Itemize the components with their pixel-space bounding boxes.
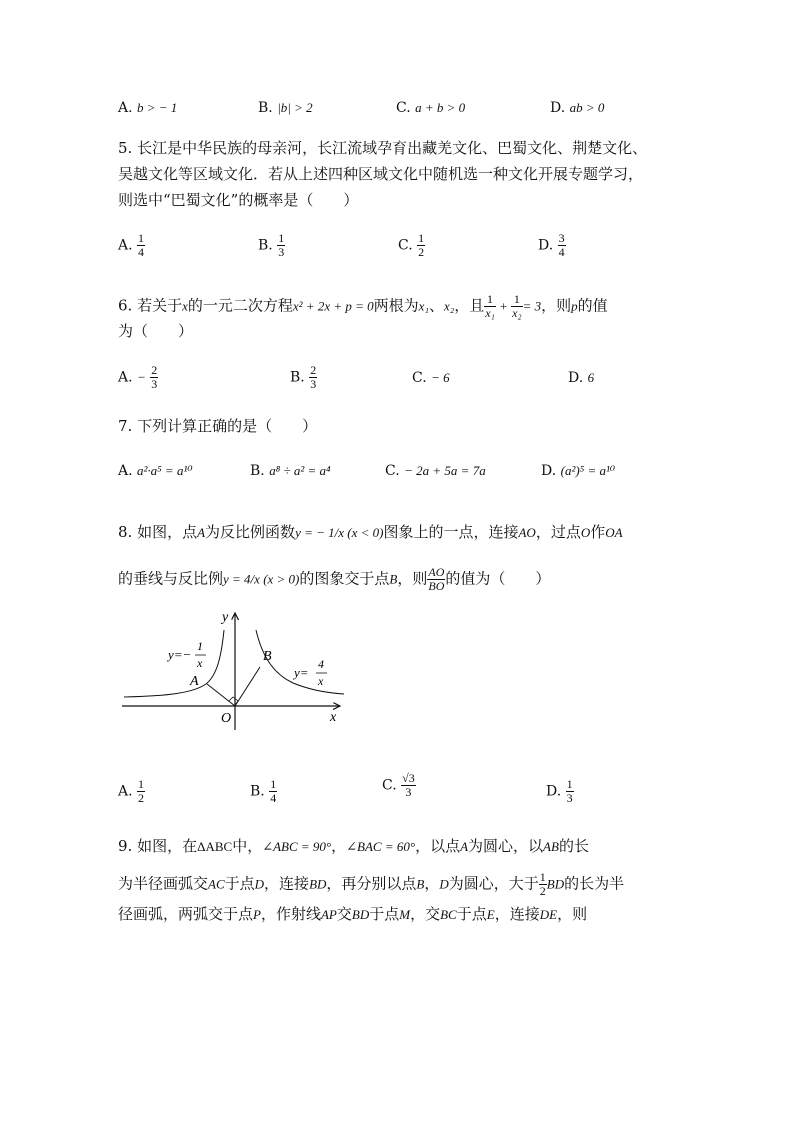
hyperbola-figure xyxy=(118,605,358,735)
q6-line-1: 6. 若关于x的一元二次方程x² + 2x + p = 0两根为x₁、x₂，且 $\frac{1}{\text{x₁}}$ + $\frac{1}{\text{x₂}}$ = 3，则p的值 xyxy=(118,292,608,320)
option-label: B. xyxy=(258,237,273,254)
q4-option-d[interactable] xyxy=(550,100,604,116)
origin-label: O xyxy=(221,711,232,726)
q9-line-2: 为半径画弧交AC于点D，连接BD，再分别以点B，D为圆心，大于 $\frac{1}{2}$ BD的长为半 xyxy=(118,870,625,898)
option-fraction: $\frac{1}{2}$ xyxy=(418,231,425,259)
condition-frac-2: $\frac{1}{\text{x₂}}$ xyxy=(512,292,522,320)
left-func-prefix: y=− xyxy=(168,647,192,662)
q5-line-3: 则选中“巴蜀文化”的概率是（ ） xyxy=(118,191,359,209)
option-label: A. xyxy=(118,100,133,116)
q8-option-b[interactable] xyxy=(250,778,277,805)
option-label: D. xyxy=(538,237,554,254)
option-label: B. xyxy=(258,100,273,116)
q5-option-a[interactable] xyxy=(118,232,145,259)
option-label: A. xyxy=(118,783,133,800)
q4-option-a[interactable] xyxy=(118,100,177,116)
q5-option-b[interactable] xyxy=(258,232,285,259)
q5-option-c[interactable] xyxy=(398,232,425,259)
option-expr: |b| > 2 xyxy=(277,100,313,115)
q8-option-d[interactable] xyxy=(546,778,574,805)
condition-frac-1: $\frac{1}{\text{x₁}}$ xyxy=(485,292,495,320)
q5-line-1: 5. 长江是中华民族的母亲河，长江流域孕育出藏羌文化、巴蜀文化、荆楚文化、 xyxy=(118,139,648,157)
q8-option-c[interactable] xyxy=(382,772,416,799)
option-label: A. xyxy=(118,463,133,479)
point-b-label: B xyxy=(263,649,272,664)
option-fraction: $\frac{1}{2}$ xyxy=(138,777,145,805)
option-expr: ab > 0 xyxy=(569,100,605,115)
right-func-prefix: y= xyxy=(294,665,309,680)
ratio-fraction: $\frac{AO}{BO}$ xyxy=(428,565,445,593)
option-label: C. xyxy=(412,370,427,386)
option-fraction: $\frac{3}{4}$ xyxy=(558,231,565,259)
q7-option-a[interactable] xyxy=(118,463,193,479)
option-expr: − 6 xyxy=(431,370,450,385)
q7-line-1: 7. 下列计算正确的是（ ） xyxy=(118,417,318,435)
option-label: B. xyxy=(250,783,265,800)
right-func-den: x xyxy=(318,674,324,688)
segment-ob xyxy=(235,667,260,706)
q4-option-c[interactable] xyxy=(396,100,465,116)
option-fraction: $\frac{1}{3}$ xyxy=(566,777,573,805)
option-label: B. xyxy=(290,369,305,386)
q9-line-1: 9. 如图，在ΔABC中，∠ABC = 90°，∠BAC = 60°，以点A为圆心，以AB的长 xyxy=(118,837,589,855)
option-fraction: $\frac{1}{3}$ xyxy=(278,231,285,259)
option-expr: a⁸ ÷ a² = a⁴ xyxy=(269,463,331,478)
q8-line-1: 8. 如图，点A为反比例函数y = − 1/x (x < 0)图象上的一点，连接AO，过点O作OA xyxy=(118,523,623,541)
option-label: C. xyxy=(396,100,411,116)
q5-line-2: 吴越文化等区域文化．若从上述四种区域文化中随机选一种文化开展专题学习， xyxy=(118,165,644,183)
option-label: A. xyxy=(118,369,133,386)
q6-line-2: 为（ ） xyxy=(118,322,194,340)
q7-option-b[interactable] xyxy=(250,463,331,479)
q7-option-d[interactable] xyxy=(541,463,615,479)
q4-option-b[interactable] xyxy=(258,100,313,116)
left-func-num: 1 xyxy=(197,639,203,653)
q8-option-a[interactable] xyxy=(118,778,145,805)
option-label: D. xyxy=(541,463,557,479)
right-func-num: 4 xyxy=(318,657,324,671)
option-label: A. xyxy=(118,237,133,254)
left-hyperbola-curve xyxy=(124,630,224,697)
option-label: D. xyxy=(568,370,584,386)
q6-option-a[interactable] xyxy=(118,364,158,391)
half-fraction: $\frac{1}{2}$ xyxy=(539,870,546,898)
q6-option-c[interactable] xyxy=(412,370,450,386)
y-axis-label: y xyxy=(222,610,229,625)
q6-option-d[interactable] xyxy=(568,370,594,386)
option-fraction: $\frac{2}{3}$ xyxy=(310,363,317,391)
x-axis-label: x xyxy=(330,710,337,725)
option-fraction: $\frac{1}{4}$ xyxy=(270,777,277,805)
option-label: C. xyxy=(398,237,413,254)
q5-option-d[interactable] xyxy=(538,232,566,259)
point-a-label: A xyxy=(190,674,199,689)
segment-oa xyxy=(207,684,235,706)
option-expr: b > − 1 xyxy=(137,100,178,115)
option-fraction: $\frac{1}{4}$ xyxy=(138,231,145,259)
option-label: C. xyxy=(382,777,397,794)
option-fraction: $\frac{2}{3}$ xyxy=(151,363,158,391)
option-label: C. xyxy=(385,463,400,479)
option-sign: − xyxy=(137,369,146,385)
option-label: B. xyxy=(250,463,265,479)
option-expr: a + b > 0 xyxy=(415,100,466,115)
option-expr: − 2a + 5a = 7a xyxy=(404,463,486,478)
q8-line-2: 的垂线与反比例y = 4/x (x > 0)的图象交于点B，则 $\frac{AO}{BO}$ 的值为（ ） xyxy=(118,565,551,593)
q9-line-3: 径画弧，两弧交于点P，作射线AP交BD于点M，交BC于点E，连接DE，则 xyxy=(118,905,588,923)
left-func-den: x xyxy=(197,656,203,670)
option-expr: a²·a⁵ = a¹⁰ xyxy=(137,463,193,478)
option-label: D. xyxy=(550,100,566,116)
option-label: D. xyxy=(546,783,562,800)
option-expr: (a²)⁵ = a¹⁰ xyxy=(560,463,616,478)
option-fraction: $\frac{√3}{3}$ xyxy=(402,771,415,799)
q6-option-b[interactable] xyxy=(290,364,317,391)
option-expr: 6 xyxy=(587,370,595,385)
q7-option-c[interactable] xyxy=(385,463,486,479)
